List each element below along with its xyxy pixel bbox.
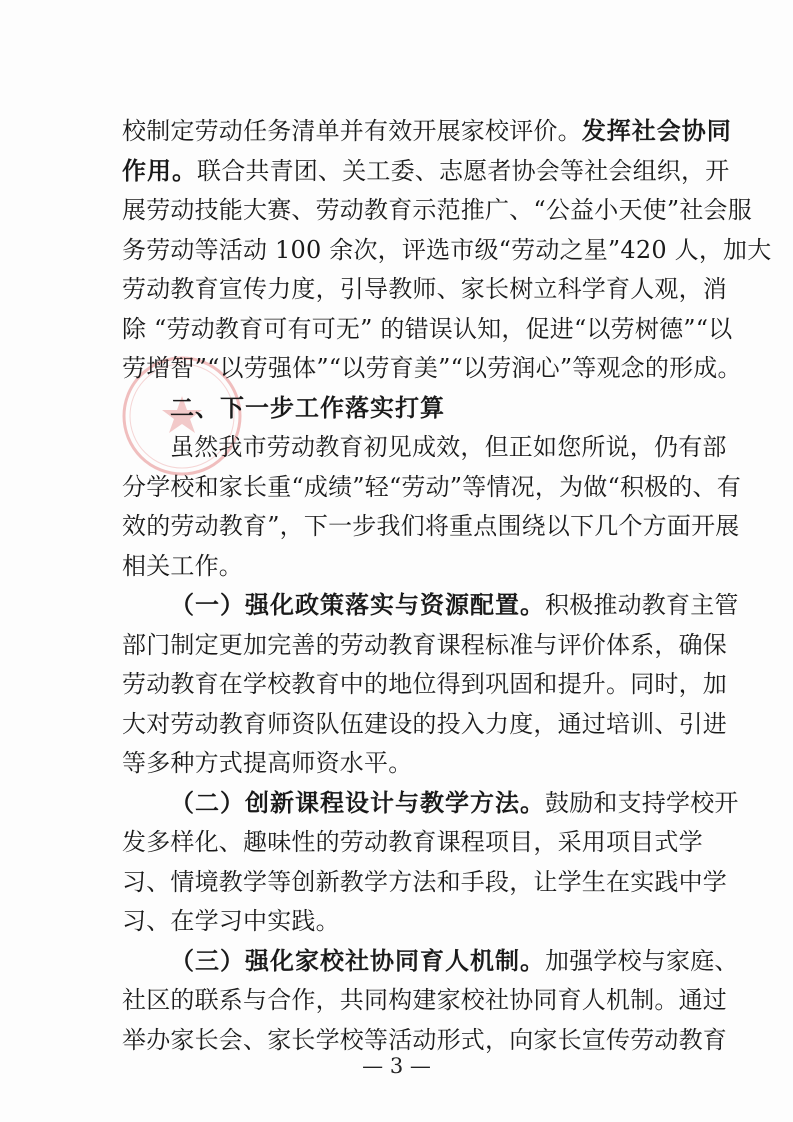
text-line: 社区的联系与合作，共同构建家校社协同育人机制。通过 [122,986,727,1014]
text-line: 效的劳动教育”，下一步我们将重点围绕以下几个方面开展 [122,512,740,540]
text-line: 习、在学习中实践。 [122,907,340,935]
document-body [122,112,772,1060]
section-heading: 二、下一步工作落实打算 [170,393,445,422]
text-line [122,586,739,626]
text-line [122,942,739,982]
text-run: 加强学校与家庭、 [545,946,739,975]
text-line: 劳动教育宣传力度，引导教师、家长树立科学育人观，消 [122,275,727,303]
text-line: 劳动教育在学校教育中的地位得到巩固和提升。同时，加 [122,670,727,698]
text-run: 积极推动教育主管 [545,591,739,619]
emphasis-text: 作用。 [122,156,197,185]
subsection-title: （三）强化家校社协同育人机制。 [170,946,545,975]
text-line: 分学校和家长重“成绩”轻“劳动”等情况，为做“积极的、有 [122,472,741,501]
text-line [122,112,732,152]
text-line: 举办家长会、家长学校等活动形式，向家长宣传劳动教育 [122,1025,727,1054]
text-run: 校制定劳动任务清单并有效开展家校评价。 [122,117,582,145]
text-line: 除 “劳动教育可有可无” 的错误认知，促进“以劳树德”“以 [122,314,733,343]
subsection-title: （一）强化政策落实与资源配置。 [170,591,545,619]
text-line: 相关工作。 [122,551,243,580]
text-line: 大对劳动教育师资队伍建设的投入力度，通过培训、引进 [122,709,727,738]
text-line [122,784,739,824]
text-run: 联合共青团、关工委、志愿者协会等社会组织，开 [197,156,730,185]
text-line: 务劳动等活动 100 余次，评选市级“劳动之星”420 人，加大 [122,235,772,264]
text-line: 等多种方式提高师资水平。 [122,749,413,777]
text-line: 劳增智”“以劳强体”“以劳育美”“以劳润心”等观念的形成。 [122,354,742,382]
subsection-title: （二）创新课程设计与教学方法。 [170,788,545,817]
text-run: 鼓励和支持学校开 [545,788,739,817]
text-line: 部门制定更加完善的劳动教育课程标准与评价体系，确保 [122,630,727,659]
page-number: — 3 — [362,1054,431,1078]
text-line: 虽然我市劳动教育初见成效，但正如您所说，仍有部 [170,433,727,461]
text-line: 发多样化、趣味性的劳动教育课程项目，采用项目式学 [122,828,703,856]
text-line: 展劳动技能大赛、劳动教育示范推广、“公益小天使”社会服 [122,196,752,224]
text-line: 习、情境教学等创新教学方法和手段，让学生在实践中学 [122,867,727,896]
emphasis-text: 发挥社会协同 [581,117,732,145]
text-line [122,152,730,192]
